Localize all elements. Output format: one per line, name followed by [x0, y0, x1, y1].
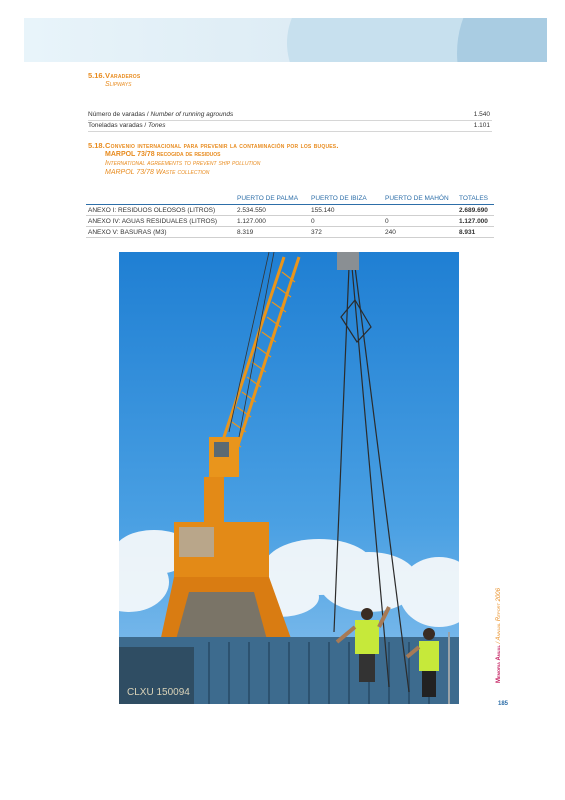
waste-collection-table — [86, 193, 494, 238]
waste-collection-label: recogida de residuos — [156, 151, 221, 158]
table-cell — [383, 205, 457, 216]
section-518-title: Convenio internacional para prevenir la contaminación por los buques. — [105, 141, 339, 150]
section-516-title-en: Slipways — [105, 81, 132, 88]
table-cell: 2.534.550 — [235, 205, 309, 216]
table-header-row — [86, 193, 494, 205]
row-label-es: Toneladas varadas / — [88, 122, 148, 129]
table-header — [86, 193, 235, 205]
side-report-title-sub: / Annual Report 2006 — [496, 588, 502, 646]
table-cell: 0 — [309, 216, 383, 227]
row-label-en: Number of running agrounds — [150, 111, 234, 118]
table-cell-total: 8.931 — [457, 227, 494, 238]
table-cell-total: 1.127.000 — [457, 216, 494, 227]
table-cell: ANEXO V: BASURAS (M3) — [86, 227, 235, 238]
table-cell: 240 — [383, 227, 457, 238]
table-cell: ANEXO I: RESIDUOS OLEOSOS (LITROS) — [86, 205, 235, 216]
section-518-heading — [88, 141, 339, 150]
table-row — [86, 205, 494, 216]
crane-machinery — [179, 527, 214, 557]
section-518-subtitle-en: MARPOL 73/78 Waste collection — [105, 169, 210, 176]
table-header: PUERTO DE MAHÓN — [383, 193, 457, 205]
table-cell-total: 2.689.690 — [457, 205, 494, 216]
table-header: PUERTO DE IBIZA — [309, 193, 383, 205]
table-cell: 372 — [309, 227, 383, 238]
section-516-title: Varaderos — [105, 71, 141, 80]
table-cell: 155.140 — [309, 205, 383, 216]
table-row — [86, 216, 494, 227]
crane-hook-block — [337, 252, 359, 270]
crane-photo — [119, 252, 459, 704]
row-label-es: Número de varadas / — [88, 111, 151, 118]
section-518-subtitle-es — [105, 151, 221, 158]
crane-tower — [204, 477, 224, 527]
crane-photo-illustration — [119, 252, 459, 704]
table-cell: 8.319 — [235, 227, 309, 238]
table-header: PUERTO DE PALMA — [235, 193, 309, 205]
section-516-number: 5.16. — [88, 71, 105, 80]
row-label-en: Tones — [147, 122, 166, 129]
slipway-row-agrounds — [88, 110, 492, 121]
side-report-title — [496, 588, 502, 683]
marpol-label: MARPOL 73/78 — [105, 151, 155, 158]
section-516-heading — [88, 71, 140, 80]
table-cell: 0 — [383, 216, 457, 227]
side-report-title-main: Memoria Anual — [496, 645, 502, 683]
section-518-number: 5.18. — [88, 141, 105, 150]
row-value: 1.101 — [473, 122, 490, 129]
banner-wave-shape-dark — [457, 18, 547, 62]
table-header: TOTALES — [457, 193, 494, 205]
page-number: 185 — [498, 701, 509, 707]
slipway-row-tones — [88, 121, 492, 132]
row-value: 1.540 — [473, 111, 490, 118]
crane-cabin-window — [214, 442, 229, 457]
section-518-title-en: International agreements to prevent ship pollution — [105, 160, 261, 167]
header-banner — [24, 18, 547, 62]
container-marking: CLXU 150094 — [127, 687, 190, 698]
table-cell: 1.127.000 — [235, 216, 309, 227]
table-cell: ANEXO IV: AGUAS RESIDUALES (LITROS) — [86, 216, 235, 227]
table-row — [86, 227, 494, 238]
